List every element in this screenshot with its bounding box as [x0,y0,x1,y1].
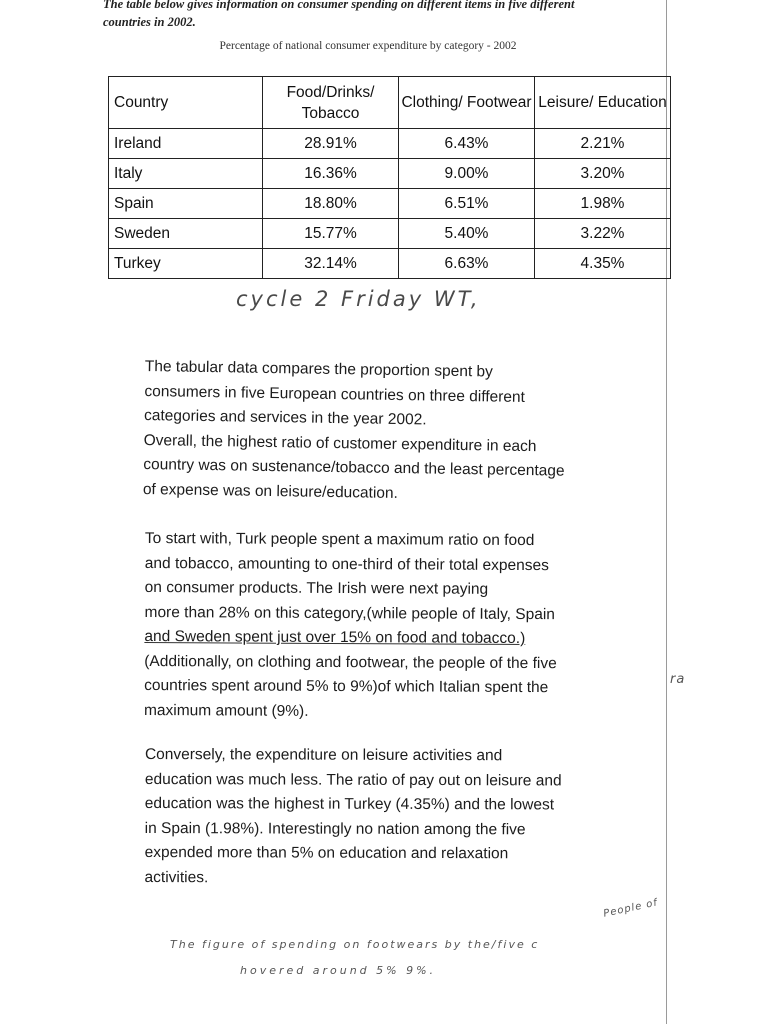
cell-country: Ireland [109,129,263,159]
cell-food: 15.77% [263,219,399,249]
cell-food: 16.36% [263,159,399,189]
essay-line-underlined: and Sweden spent just over 15% on food and tobacco.) [144,627,526,647]
essay-line: in Spain (1.98%). Interestingly no nation among the five [144,819,526,838]
cell-clothing: 6.43% [399,129,535,159]
essay-line: (Additionally, on clothing and footwear, the people of the five [144,652,557,672]
table-caption: Percentage of national consumer expenditure by category - 2002 [219,40,517,52]
essay-line: more than 28% on this category,(while people of Italy, Spain [144,603,556,623]
table-row [109,249,671,279]
table-row [109,159,671,189]
cell-food: 18.80% [263,189,399,219]
essay-line: expended more than 5% on education and relaxation [144,843,509,863]
cell-clothing: 9.00% [399,159,535,189]
essay-line: education was much less. The ratio of pay out on leisure and [144,770,562,789]
cell-food: 28.91% [263,129,399,159]
cell-clothing: 6.63% [399,249,535,279]
essay-line: To start with, Turk people spent a maximum ratio on food [144,529,535,550]
handwritten-note-line-1: The figure of spending on footwears by the/five c [170,938,540,951]
table-header-row [109,77,671,129]
table-row [109,129,671,159]
essay-line: education was the highest in Turkey (4.35%) and the lowest [144,794,555,814]
essay-line: categories and services in the year 2002. [143,406,427,429]
cell-food: 32.14% [263,249,399,279]
essay-line: of expense was on leisure/education. [142,480,399,502]
cell-leisure: 2.21% [535,129,671,159]
cell-leisure: 4.35% [535,249,671,279]
essay-paragraph-1 [143,355,655,510]
handwritten-heading: cycle 2 Friday WT, [236,287,481,311]
essay-line: Conversely, the expenditure on leisure activities and [144,746,503,765]
cell-country: Italy [109,159,263,189]
task-prompt: The table below gives information on consumer spending on different items in five different countries in 2002. [103,0,575,29]
cell-country: Turkey [109,249,263,279]
essay-line: The tabular data compares the proportion spent by [144,357,494,381]
essay-paragraph-3 [144,743,655,892]
cell-country: Sweden [109,219,263,249]
essay-line: and tobacco, amounting to one-third of their total expenses [144,554,549,574]
header-food: Food/Drinks/ Tobacco [263,77,399,129]
handwritten-note-line-2: hovered around 5% 9%. [240,964,437,977]
header-leisure: Leisure/ Education [535,77,671,129]
cell-leisure: 3.22% [535,219,671,249]
header-clothing: Clothing/ Footwear [399,77,535,129]
table-row [109,189,671,219]
essay-line: on consumer products. The Irish were next paying [144,578,489,598]
essay-line: Overall, the highest ratio of customer expenditure in each [143,431,537,455]
essay-line: maximum amount (9%). [143,701,309,720]
handwritten-insert: People of [602,897,659,920]
essay-paragraph-2 [144,527,655,726]
cell-clothing: 5.40% [399,219,535,249]
cell-clothing: 6.51% [399,189,535,219]
essay-line: consumers in five European countries on three different [144,382,526,406]
essay-line: activities. [144,868,209,886]
cell-leisure: 1.98% [535,189,671,219]
table-row [109,219,671,249]
handwritten-margin-note: ra [670,672,686,687]
essay-line: country was on sustenance/tobacco and the least percentage [143,455,565,480]
cell-country: Spain [109,189,263,219]
header-country: Country [109,77,263,129]
expenditure-table [108,76,671,279]
cell-leisure: 3.20% [535,159,671,189]
essay-line: countries spent around 5% to 9%)of which Italian spent the [144,676,549,697]
